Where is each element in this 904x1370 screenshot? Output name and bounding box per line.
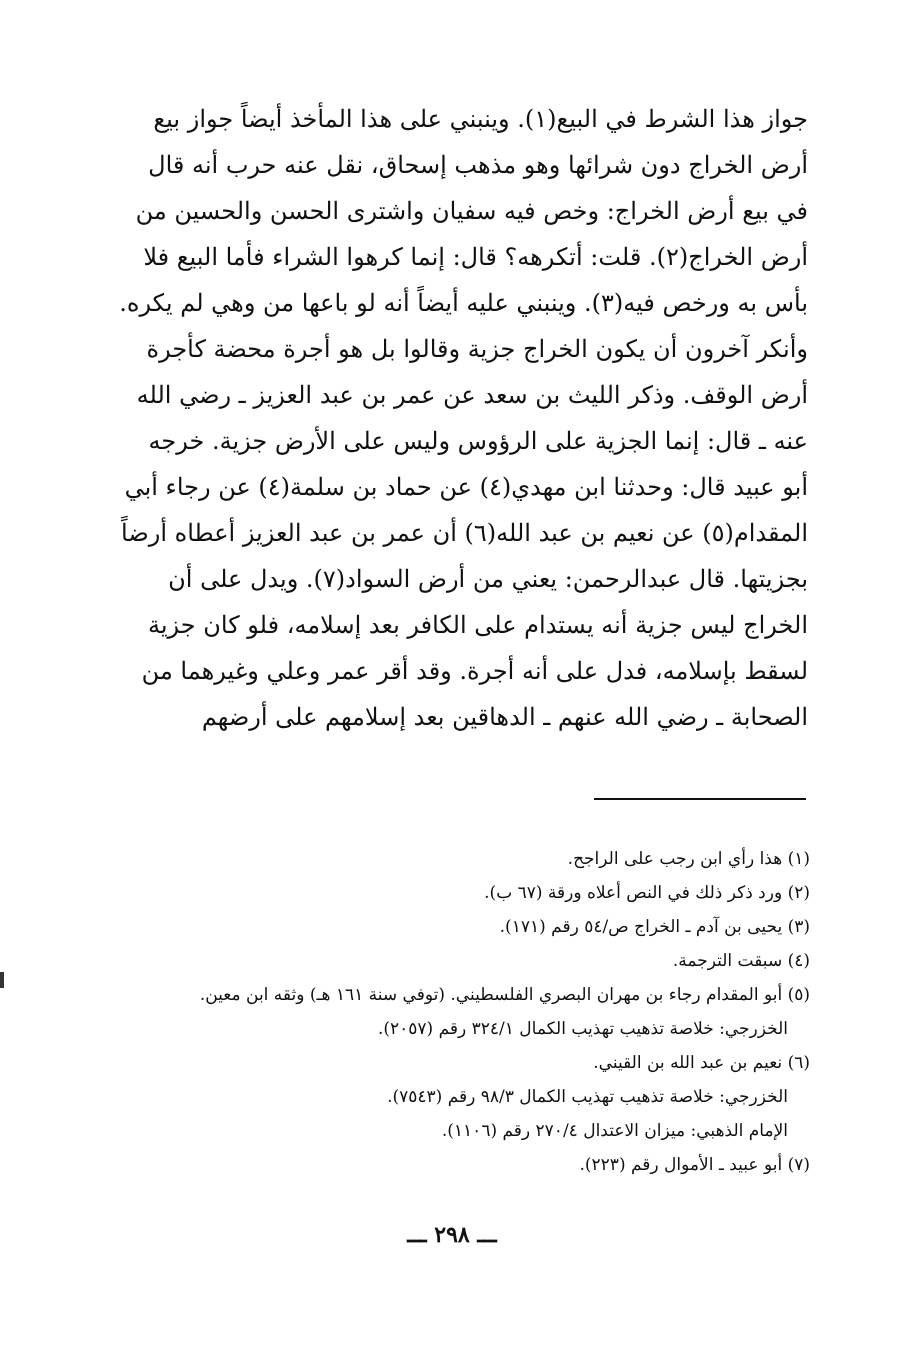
footnote: (٦) نعيم بن عبد الله بن القيني. [593, 1053, 810, 1073]
text-line: الخراج ليس جزية أنه يستدام على الكافر بعد إسلامه، فلو كان جزية [148, 611, 808, 639]
footnote-continuation: الإمام الذهبي: ميزان الاعتدال ٢٧٠/٤ رقم (١١٠٦). [441, 1121, 788, 1141]
text-line: لسقط بإسلامه، فدل على أنه أجرة. وقد أقر عمر وعلي وغيرهما من [141, 657, 808, 685]
footnote-separator [594, 798, 806, 800]
footnote-continuation: الخزرجي: خلاصة تذهيب تهذيب الكمال ٩٨/٣ رقم (٧٥٤٣). [387, 1087, 788, 1107]
footnote: (١) هذا رأي ابن رجب على الراجح. [567, 849, 810, 869]
text-line: جواز هذا الشرط في البيع(١). وينبني على هذا المأخذ أيضاً جواز بيع [153, 105, 808, 133]
footnote-continuation: الخزرجي: خلاصة تذهيب تهذيب الكمال ٣٢٤/١ رقم (٢٠٥٧). [377, 1019, 788, 1039]
text-line: أبو عبيد قال: وحدثنا ابن مهدي(٤) عن حماد بن سلمة(٤) عن رجاء أبي [124, 473, 808, 501]
text-line: في بيع أرض الخراج: وخص فيه سفيان واشترى الحسن والحسين من [135, 197, 808, 225]
footnote: (٤) سبقت الترجمة. [672, 951, 810, 971]
text-line: بأس به ورخص فيه(٣). وينبني عليه أيضاً أنه لو باعها من وهي لم يكره. [119, 289, 808, 317]
footnote: (٣) يحيى بن آدم ـ الخراج ص/٥٤ رقم (١٧١). [499, 917, 810, 937]
footnote: (٧) أبو عبيد ـ الأموال رقم (٢٢٣). [579, 1155, 810, 1175]
text-line: أرض الوقف. وذكر الليث بن سعد عن عمر بن عبد العزيز ـ رضي الله [136, 381, 808, 409]
main-text [100, 96, 808, 740]
footnotes [60, 842, 810, 1182]
text-line: بجزيتها. قال عبدالرحمن: يعني من أرض السواد(٧). ويدل على أن [168, 565, 808, 593]
footnote: (٢) ورد ذكر ذلك في النص أعلاه ورقة (٦٧ ب). [484, 883, 810, 903]
footnote: (٥) أبو المقدام رجاء بن مهران البصري الفلسطيني. (توفي سنة ١٦١ هـ) وثقه ابن معين. [199, 985, 810, 1005]
text-line: أرض الخراج(٢). قلت: أتكرهه؟ قال: إنما كرهوا الشراء فأما البيع فلا [143, 243, 808, 271]
text-line: أرض الخراج دون شرائها وهو مذهب إسحاق، نقل عنه حرب أنه قال [148, 151, 808, 179]
text-line: عنه ـ قال: إنما الجزية على الرؤوس وليس على الأرض جزية. خرجه [148, 427, 808, 455]
text-line: المقدام(٥) عن نعيم بن عبد الله(٦) أن عمر بن عبد العزيز أعطاه أرضاً [121, 519, 808, 547]
scan-edge-mark [0, 972, 4, 988]
text-line: وأنكر آخرون أن يكون الخراج جزية وقالوا بل هو أجرة محضة كأجرة [146, 335, 808, 363]
text-line: الصحابة ـ رضي الله عنهم ـ الدهاقين بعد إسلامهم على أرضهم [201, 703, 808, 731]
page-number: ـــ ٢٩٨ ـــ [407, 1222, 497, 1248]
